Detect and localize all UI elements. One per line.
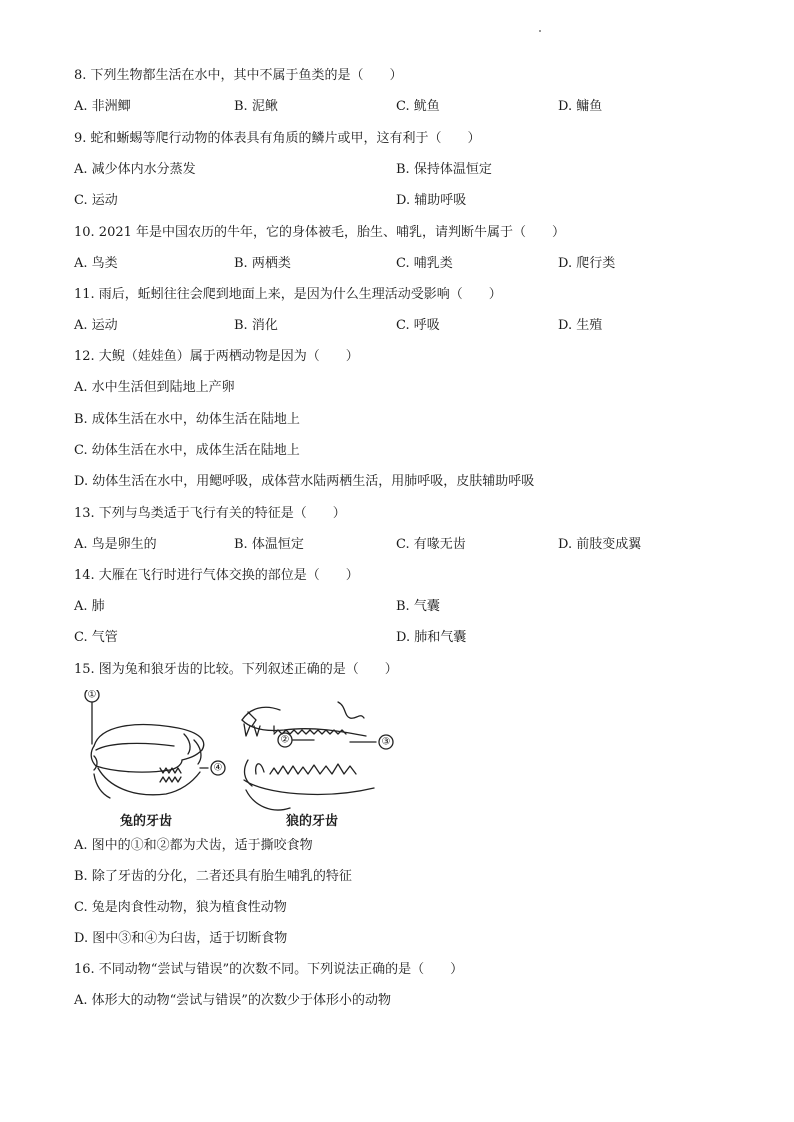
question-13-option-a: A. 鸟是卵生的 <box>74 537 157 552</box>
question-9-option-d: D. 辅助呼吸 <box>396 193 467 208</box>
question-14-option-a: A. 肺 <box>74 599 105 614</box>
teeth-comparison-figure <box>74 690 404 832</box>
label-4: ④ <box>213 762 223 774</box>
question-13-option-c: C. 有喙无齿 <box>396 537 466 552</box>
question-9-stem: 9. 蛇和蜥蜴等爬行动物的体表具有角质的鳞片或甲，这有利于（ ） <box>74 131 481 146</box>
question-12-option-a: A. 水中生活但到陆地上产卵 <box>74 380 235 395</box>
page-dot-mark <box>539 30 541 32</box>
question-9-option-a: A. 减少体内水分蒸发 <box>74 162 196 177</box>
question-11-option-c: C. 呼吸 <box>396 318 440 333</box>
question-12-option-b: B. 成体生活在水中，幼体生活在陆地上 <box>74 412 300 427</box>
question-14-stem: 14. 大雁在飞行时进行气体交换的部位是（ ） <box>74 568 359 583</box>
question-9-option-b: B. 保持体温恒定 <box>396 162 492 177</box>
question-16-stem: 16. 不同动物“尝试与错误”的次数不同。下列说法正确的是（ ） <box>74 962 464 977</box>
question-8-option-a: A. 非洲鲫 <box>74 99 131 114</box>
question-11-stem: 11. 雨后，蚯蚓往往会爬到地面上来，是因为什么生理活动受影响（ ） <box>74 287 502 302</box>
question-10-stem: 10. 2021 年是中国农历的牛年，它的身体被毛，胎生、哺乳，请判断牛属于（ ） <box>74 225 566 240</box>
question-13-option-b: B. 体温恒定 <box>234 537 304 552</box>
question-16-option-a: A. 体形大的动物“尝试与错误”的次数少于体形小的动物 <box>74 993 391 1008</box>
wolf-teeth-caption: 狼的牙齿 <box>286 814 339 829</box>
question-14-option-c: C. 气管 <box>74 630 118 645</box>
question-10-option-b: B. 两栖类 <box>234 256 291 271</box>
question-11-option-a: A. 运动 <box>74 318 118 333</box>
rabbit-skull-drawing <box>91 702 204 798</box>
question-10-option-a: A. 鸟类 <box>74 256 118 271</box>
question-11-option-d: D. 生殖 <box>558 318 603 333</box>
question-15-stem: 15. 图为兔和狼牙齿的比较。下列叙述正确的是（ ） <box>74 662 398 677</box>
label-1: ① <box>87 690 97 701</box>
question-14-option-d: D. 肺和气囊 <box>396 630 467 645</box>
wolf-skull-drawing <box>242 702 374 810</box>
question-12-stem: 12. 大鲵（娃娃鱼）属于两栖动物是因为（ ） <box>74 349 359 364</box>
label-3: ③ <box>381 736 391 748</box>
question-15-option-a: A. 图中的①和②都为犬齿，适于撕咬食物 <box>74 838 313 853</box>
question-10-option-d: D. 爬行类 <box>558 256 616 271</box>
question-15-option-d: D. 图中③和④为臼齿，适于切断食物 <box>74 931 288 946</box>
question-13-option-d: D. 前肢变成翼 <box>558 537 642 552</box>
question-14-option-b: B. 气囊 <box>396 599 440 614</box>
question-8-option-b: B. 泥鳅 <box>234 99 278 114</box>
label-2: ② <box>280 734 290 746</box>
question-9-option-c: C. 运动 <box>74 193 118 208</box>
question-8-stem: 8. 下列生物都生活在水中，其中不属于鱼类的是（ ） <box>74 68 403 83</box>
question-15-option-b: B. 除了牙齿的分化，二者还具有胎生哺乳的特征 <box>74 869 352 884</box>
question-8-option-c: C. 鱿鱼 <box>396 99 440 114</box>
question-15-option-c: C. 兔是肉食性动物，狼为植食性动物 <box>74 900 287 915</box>
question-8-option-d: D. 鳙鱼 <box>558 99 603 114</box>
question-11-option-b: B. 消化 <box>234 318 278 333</box>
question-10-option-c: C. 哺乳类 <box>396 256 453 271</box>
question-12-option-d: D. 幼体生活在水中，用鳃呼吸，成体营水陆两栖生活，用肺呼吸，皮肤辅助呼吸 <box>74 474 535 489</box>
question-13-stem: 13. 下列与鸟类适于飞行有关的特征是（ ） <box>74 506 346 521</box>
question-12-option-c: C. 幼体生活在水中，成体生活在陆地上 <box>74 443 300 458</box>
rabbit-teeth-caption: 兔的牙齿 <box>120 814 173 829</box>
